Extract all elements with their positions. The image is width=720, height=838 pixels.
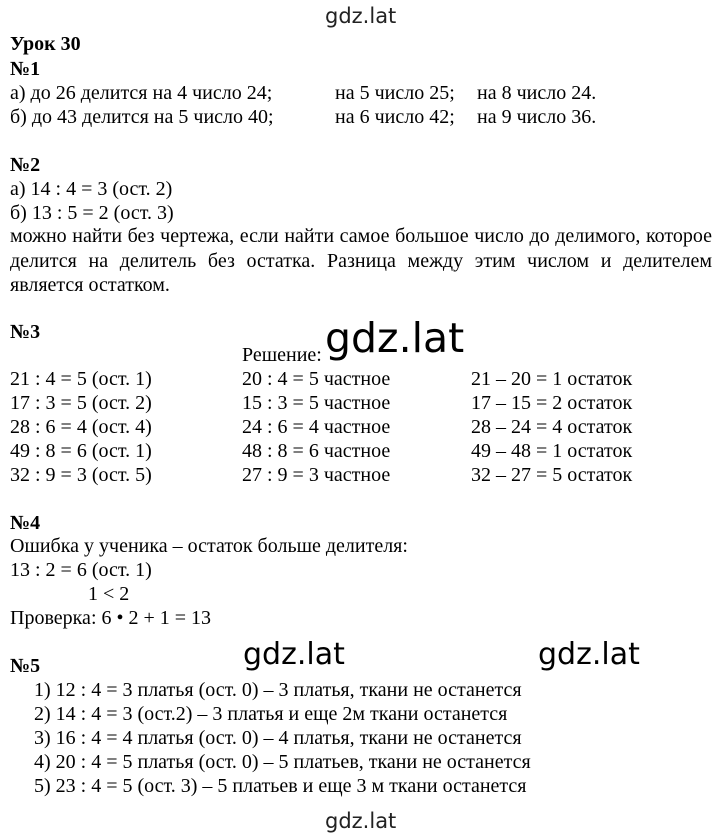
- task3-col2-row4: 48 : 8 = 6 частное: [242, 440, 391, 462]
- task5-line3: 3) 16 : 4 = 4 платья (ост. 0) – 4 платья, ткани не останется: [34, 727, 522, 749]
- task3-solution-label: Решение:: [242, 344, 322, 366]
- watermark-left: gdz.lat: [243, 637, 345, 672]
- task3-col1-row1: 21 : 4 = 5 (ост. 1): [10, 368, 152, 390]
- task3-col2-row5: 27 : 9 = 3 частное: [242, 464, 391, 486]
- task3-col2-row1: 20 : 4 = 5 частное: [242, 368, 391, 390]
- watermark-top: gdz.lat: [325, 4, 397, 28]
- lesson-title: Урок 30: [10, 33, 81, 55]
- task3-col3-row4: 49 – 48 = 1 остаток: [471, 440, 633, 462]
- task4-line2: 13 : 2 = 6 (ост. 1): [10, 559, 152, 581]
- task3-col2-row3: 24 : 6 = 4 частное: [242, 416, 391, 438]
- task1-b-part3: на 9 число 36.: [477, 106, 597, 128]
- task2-a: а) 14 : 4 = 3 (ост. 2): [10, 178, 173, 200]
- task3-heading: №3: [10, 321, 41, 343]
- task2-heading: №2: [10, 154, 41, 176]
- task3-col1-row5: 32 : 9 = 3 (ост. 5): [10, 464, 152, 486]
- task2-b: б) 13 : 5 = 2 (ост. 3): [10, 202, 174, 224]
- watermark-bottom: gdz.lat: [325, 809, 397, 833]
- task1-a-part2: на 5 число 25;: [335, 82, 455, 104]
- task1-a-part3: на 8 число 24.: [477, 82, 597, 104]
- task5-heading: №5: [10, 655, 41, 677]
- task5-line5: 5) 23 : 4 = 5 (ост. 3) – 5 платьев и еще 3 м ткани останется: [34, 775, 527, 797]
- task1-b-part2: на 6 число 42;: [335, 106, 455, 128]
- watermark-right: gdz.lat: [538, 637, 640, 672]
- task3-col1-row3: 28 : 6 = 4 (ост. 4): [10, 416, 152, 438]
- task3-col1-row2: 17 : 3 = 5 (ост. 2): [10, 392, 152, 414]
- watermark-middle: gdz.lat: [325, 314, 465, 362]
- task5-line4: 4) 20 : 4 = 5 платья (ост. 0) – 5 платьев, ткани не останется: [34, 751, 531, 773]
- task3-col3-row3: 28 – 24 = 4 остаток: [471, 416, 633, 438]
- task5-line2: 2) 14 : 4 = 3 (ост.2) – 3 платья и еще 2м ткани останется: [34, 703, 508, 725]
- task3-col3-row5: 32 – 27 = 5 остаток: [471, 464, 633, 486]
- task1-b-part1: б) до 43 делится на 5 число 40;: [10, 106, 274, 128]
- task3-col2-row2: 15 : 3 = 5 частное: [242, 392, 391, 414]
- task3-col3-row2: 17 – 15 = 2 остаток: [471, 392, 633, 414]
- task4-line1: Ошибка у ученика – остаток больше делителя:: [10, 535, 408, 557]
- task1-heading: №1: [10, 58, 41, 80]
- task5-line1: 1) 12 : 4 = 3 платья (ост. 0) – 3 платья, ткани не останется: [34, 679, 522, 701]
- task2-explanation: можно найти без чертежа, если найти самое большое число до делимого, которое делится на делитель без остатка. Разница между этим числом и делителем является остатком.: [10, 225, 712, 296]
- task3-col3-row1: 21 – 20 = 1 остаток: [471, 368, 633, 390]
- task4-heading: №4: [10, 512, 41, 534]
- task4-line3: 1 < 2: [88, 583, 130, 605]
- task3-col1-row4: 49 : 8 = 6 (ост. 1): [10, 440, 152, 462]
- task4-line4: Проверка: 6 • 2 + 1 = 13: [10, 607, 212, 629]
- task1-a-part1: а) до 26 делится на 4 число 24;: [10, 82, 273, 104]
